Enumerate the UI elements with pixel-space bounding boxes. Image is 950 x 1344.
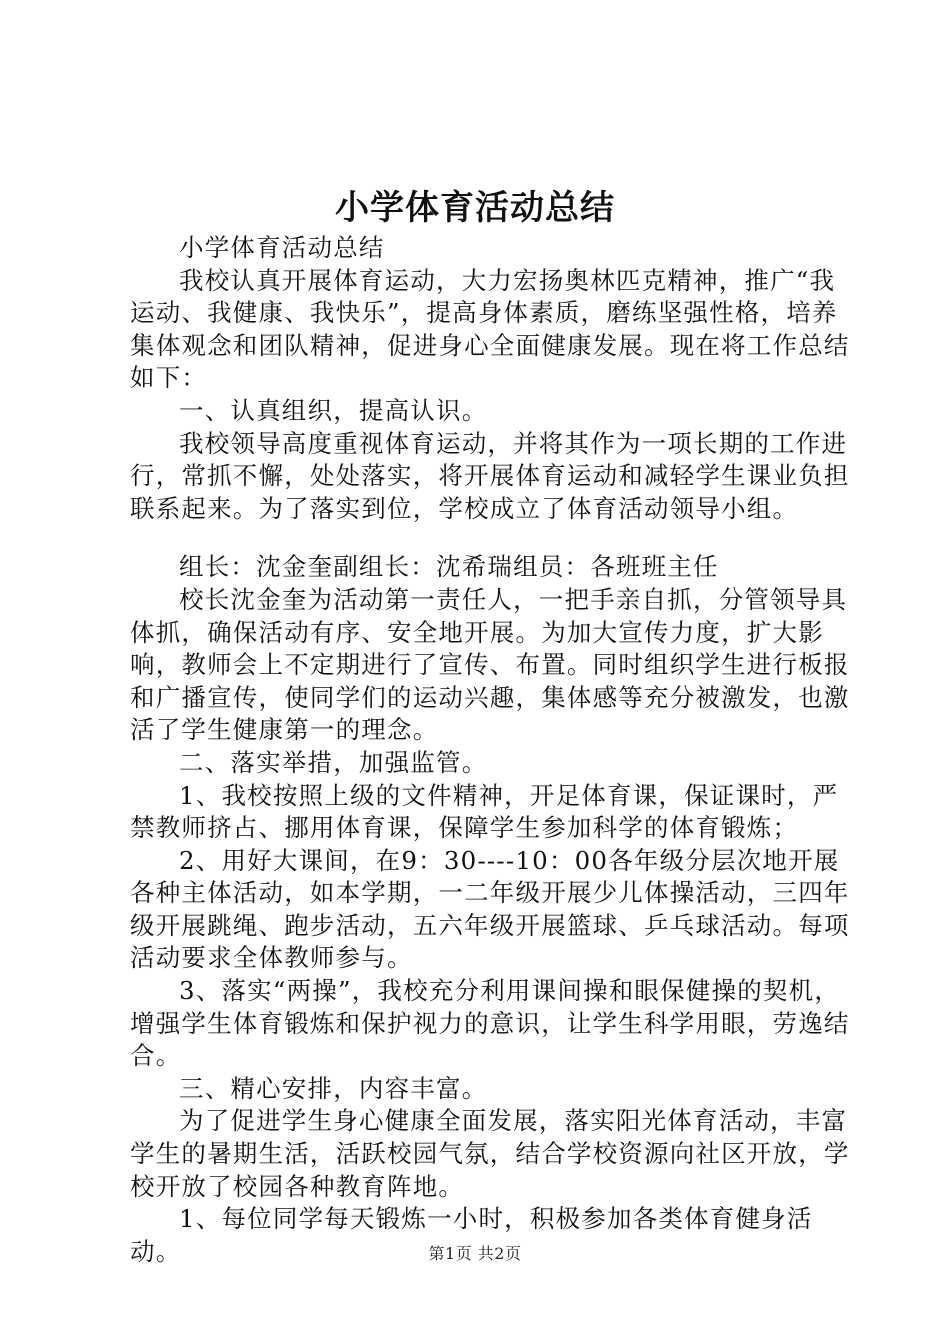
section-heading-3: 三、精心安排，内容丰富。 (179, 1073, 488, 1103)
page-number-footer: 第1页 共2页 (428, 1244, 522, 1263)
paragraph-item-3: 3、落实“两操”，我校充分利用课间操和眼保健操的契机，增强学生体育锻炼和保护视力的意识，让学生科学用眼，劳逸结合。 (130, 976, 850, 1071)
paragraph-responsibility: 校长沈金奎为活动第一责任人，一把手亲自抓，分管领导具体抓，确保活动有序、安全地开展。为加大宣传力度，扩大影响，教师会上不定期进行了宣传、布置。同时组织学生进行板报和广播宣传，使同学们的运动兴趣，集体感等充分被激发，也激活了学生健康第一的理念。 (130, 584, 850, 745)
paragraph-intro: 我校认真开展体育运动，大力宏扬奥林匹克精神，推广“我运动、我健康、我快乐”，提高身体素质，磨练坚强性格，培养集体观念和团队精神，促进身心全面健康发展。现在将工作总结如下： (130, 265, 850, 393)
paragraph-item-1: 1、我校按照上级的文件精神，开足体育课，保证课时，严禁教师挤占、挪用体育课，保障学生参加科学的体育锻炼； (130, 780, 839, 843)
paragraph-leadership: 我校领导高度重视体育运动，并将其作为一项长期的工作进行，常抓不懈，处处落实，将开展体育运动和减轻学生课业负担联系起来。为了落实到位，学校成立了体育活动领导小组。 (130, 428, 850, 523)
paragraph-arrangement-item-1: 1、每位同学每天锻炼一小时，积极参加各类体育健身活动。 (130, 1204, 813, 1266)
paragraph-subtitle: 小学体育活动总结 (179, 233, 385, 262)
paragraph-group-members: 组长：沈金奎副组长：沈希瑞组员：各班班主任 (179, 552, 719, 582)
section-heading-2: 二、落实举措，加强监管。 (179, 747, 488, 777)
section-heading-1: 一、认真组织，提高认识。 (179, 395, 488, 425)
document-body (130, 232, 850, 1268)
paragraph-arrangement: 为了促进学生身心健康全面发展，落实阳光体育活动，丰富学生的暑期生活，活跃校园气氛，结合学校资源向社区开放，学校开放了校园各种教育阵地。 (130, 1106, 850, 1201)
document-title: 小学体育活动总结 (335, 188, 615, 228)
paragraph-item-2: 2、用好大课间，在9：30----10：00各年级分层次地开展各种主体活动，如本学期，一二年级开展少儿体操活动，三四年级开展跳绳、跑步活动，五六年级开展篮球、乒乓球活动。每项活动要求全体教师参与。 (130, 845, 850, 973)
